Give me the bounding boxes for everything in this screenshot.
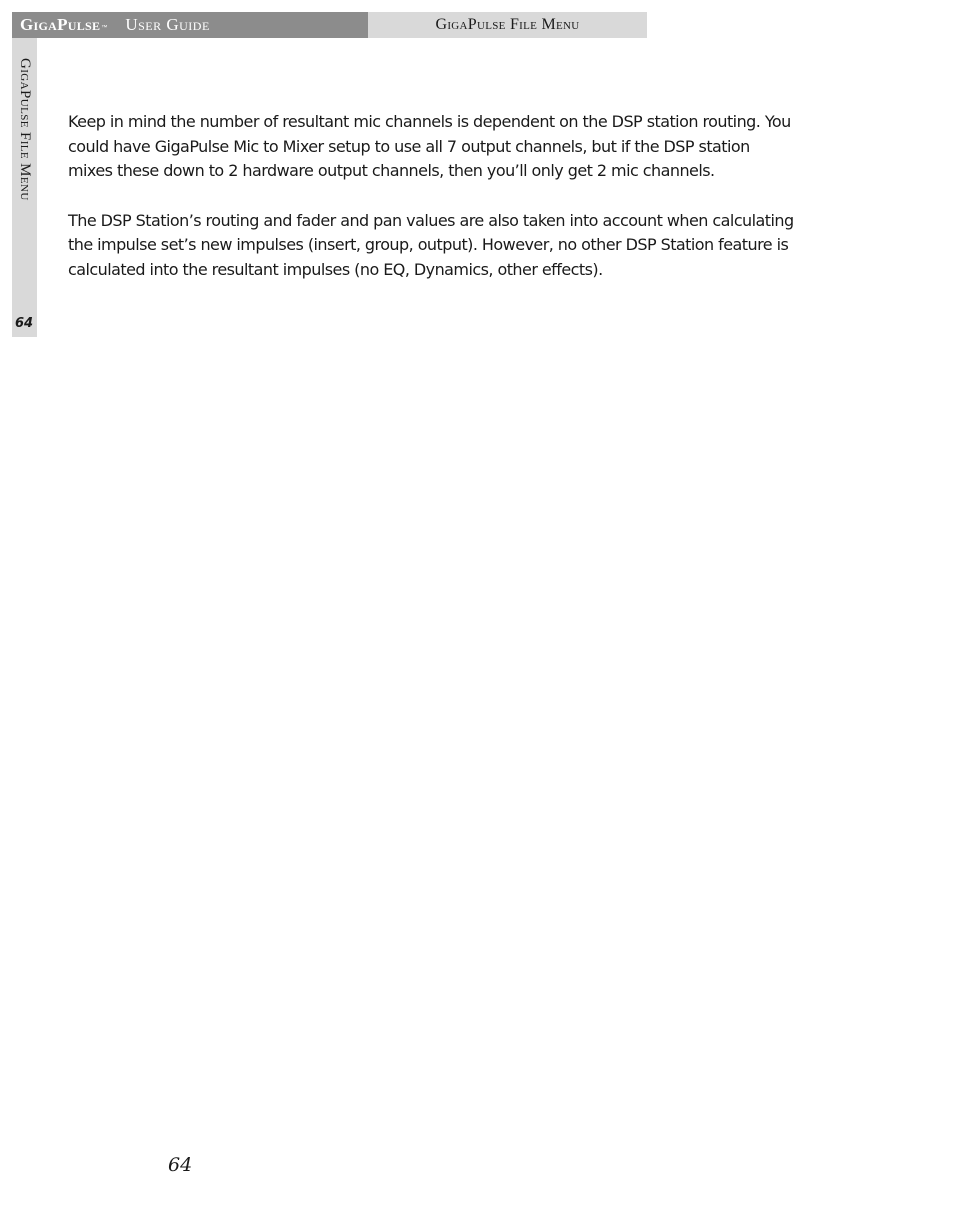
side-tab-page-number: 64 <box>15 316 34 331</box>
paragraph: Keep in mind the number of resultant mic channels is dependent on the DSP station routing. You could have GigaPulse Mic to Mixer setup to use all 7 output channels, but if the DSP station mixes these down to 2 hardware output channels, then you’ll only get 2 mic channels. <box>68 112 791 180</box>
header-brand-bar <box>12 12 368 38</box>
paragraph: The DSP Station’s routing and fader and pan values are also taken into account when calculating the impulse set’s new impulses (insert, group, output). However, no other DSP Station feature is calculated into the resultant impulses (no EQ, Dynamics, other effects). <box>68 210 794 279</box>
header-section-bar <box>368 12 647 38</box>
side-tab-title: GigaPulse File Menu <box>17 58 33 201</box>
section-title: GigaPulse File Menu <box>435 16 580 33</box>
guide-label: User Guide <box>125 15 210 34</box>
trademark-symbol: ™ <box>101 25 108 31</box>
body-text <box>68 110 798 307</box>
footer-page-number: 64 <box>168 1154 193 1176</box>
brand-name: GigaPulse <box>20 15 101 34</box>
side-tab <box>12 38 37 337</box>
